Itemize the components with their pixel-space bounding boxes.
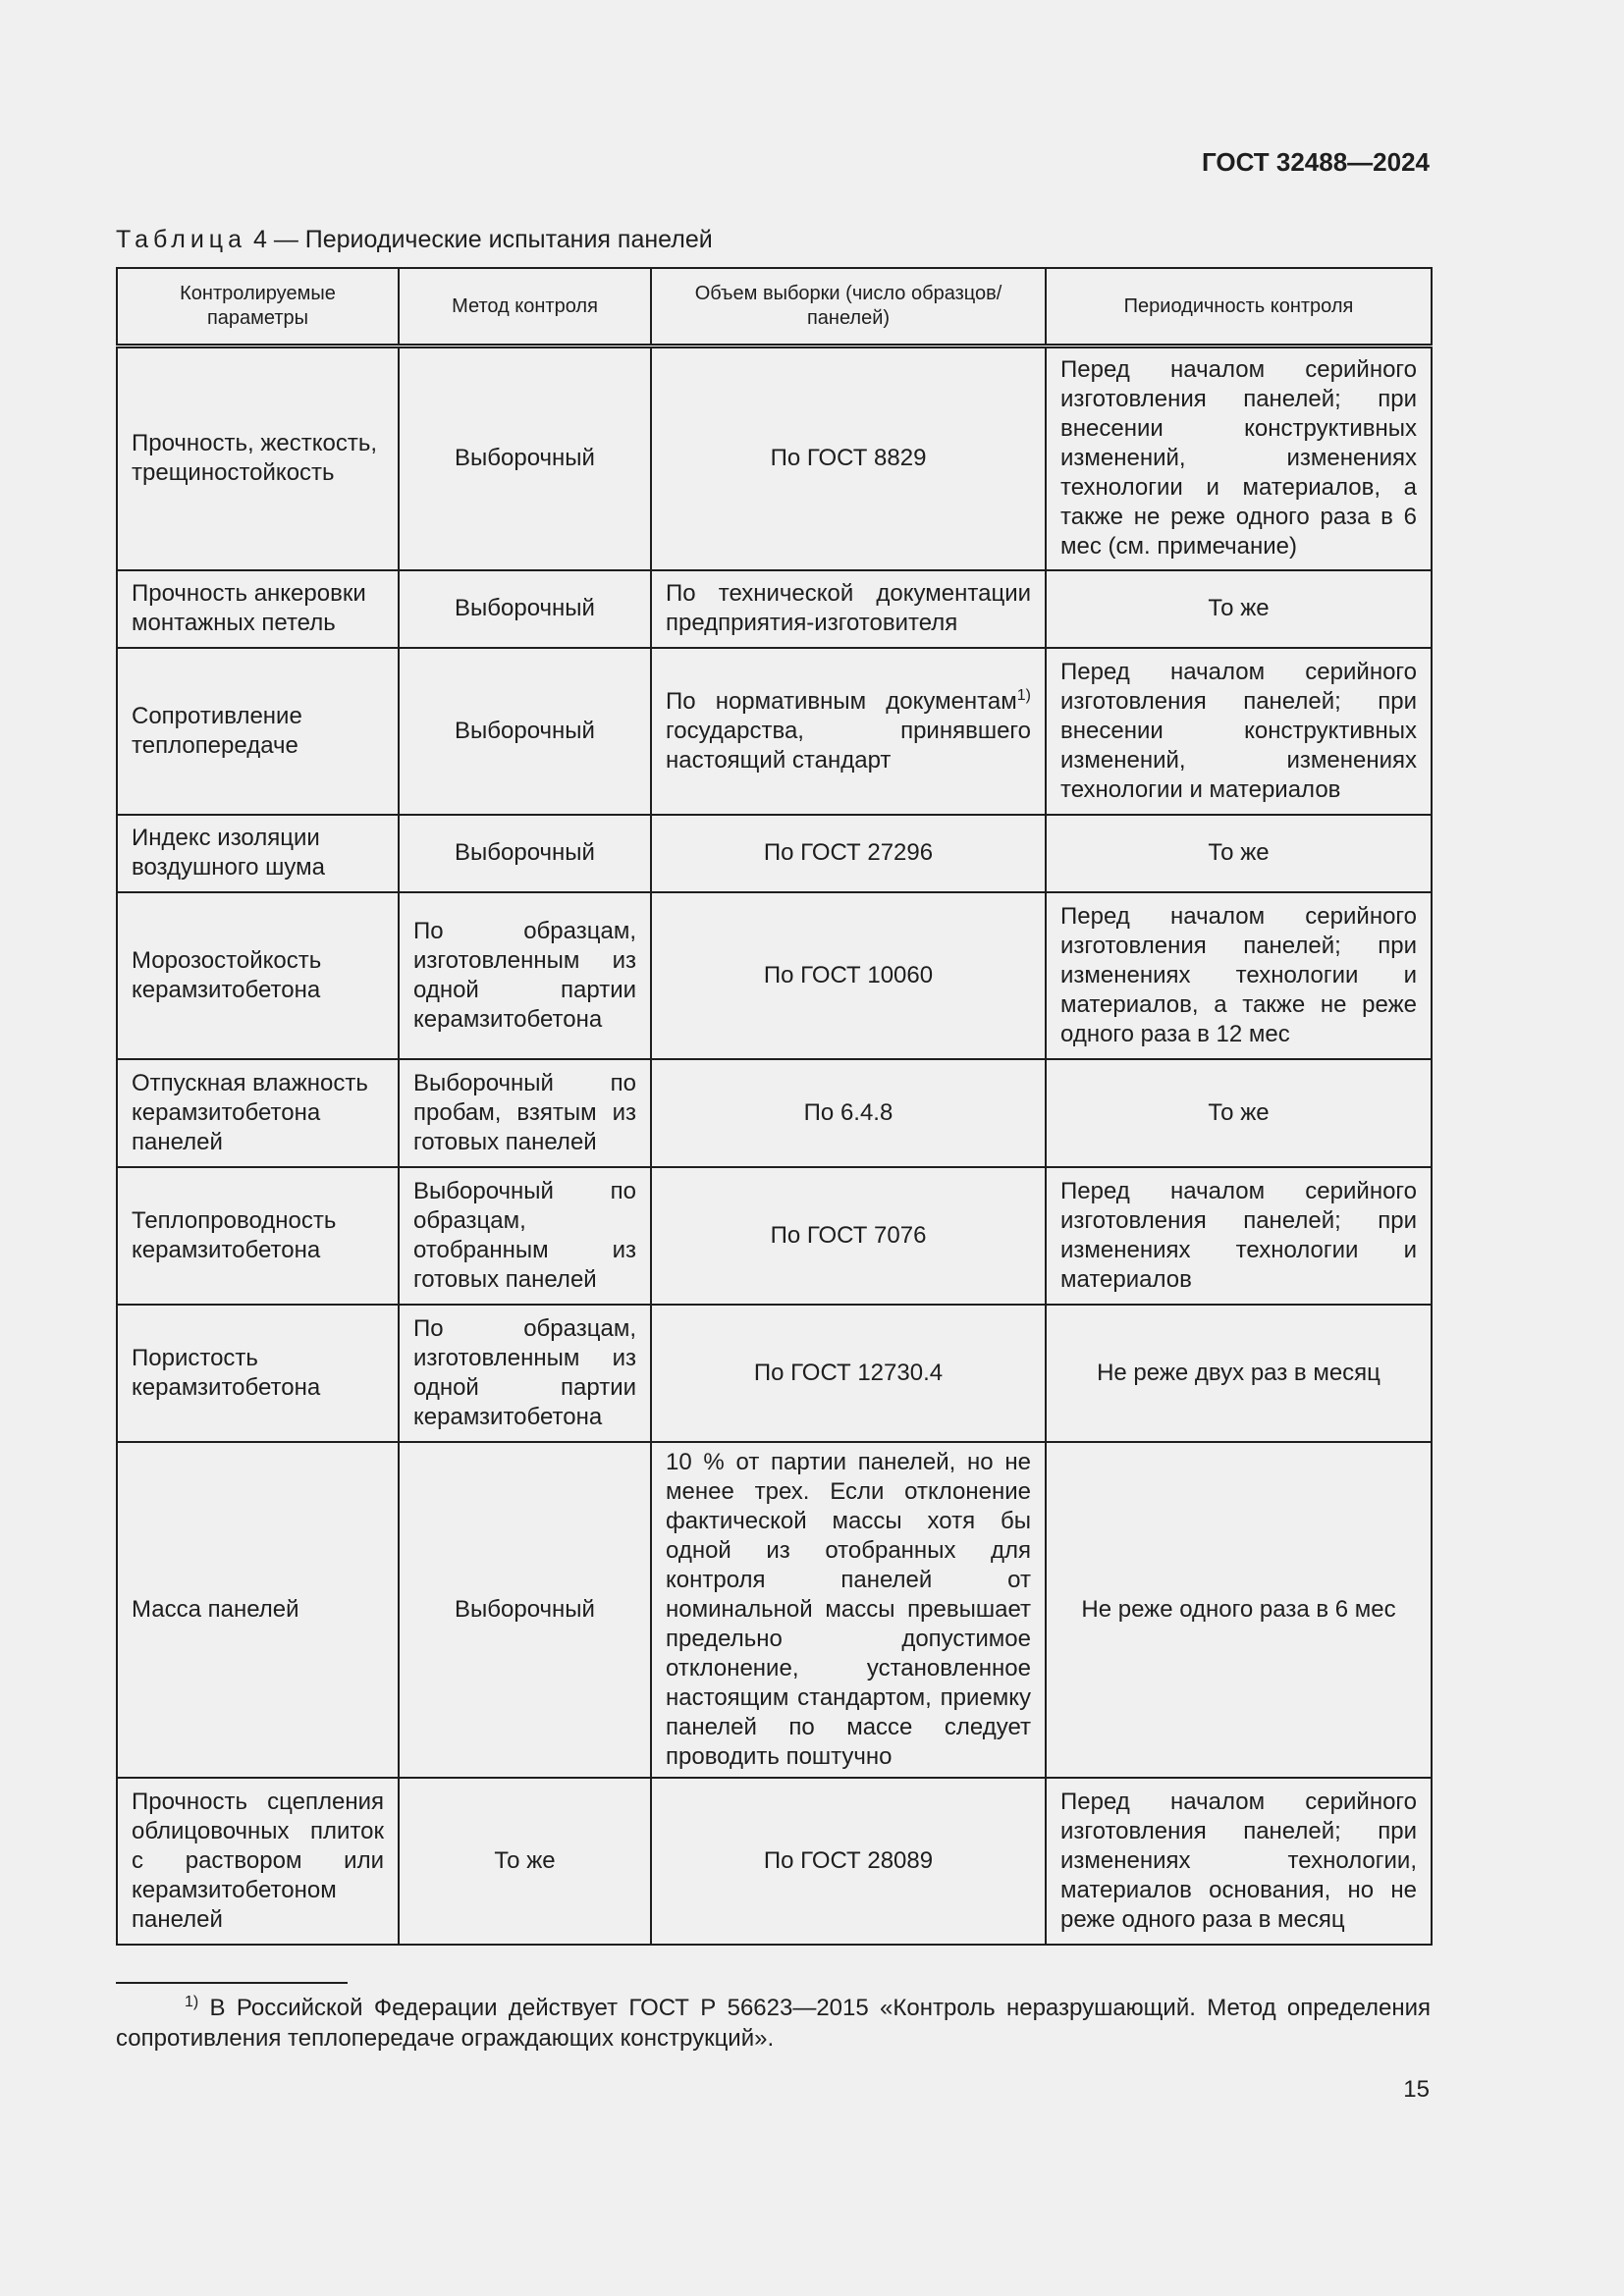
table-header-row	[117, 268, 1432, 347]
period-cell: То же	[1046, 815, 1432, 892]
period-cell: Перед началом серийного изготовления панелей; при внесении конструктивных изменений, изменениях технологии и материалов	[1046, 648, 1432, 815]
sample-cell: По ГОСТ 8829	[651, 347, 1046, 570]
sample-cell: 10 % от партии панелей, но не менее трех. Если отклонение фактической массы хотя бы одной из отобранных для контроля панелей от номинальной массы превышает предельно допустимое отклонение, установленное настоящим стандартом, приемку панелей по массе следует проводить поштучно	[651, 1442, 1046, 1778]
table-row	[117, 1167, 1432, 1305]
sample-cell: По ГОСТ 28089	[651, 1778, 1046, 1945]
param-cell: Пористость керамзитобетона	[117, 1305, 399, 1442]
sample-cell: По ГОСТ 7076	[651, 1167, 1046, 1305]
table-row	[117, 892, 1432, 1059]
table-row	[117, 347, 1432, 570]
footnote-text: В Российской Федерации действует ГОСТ Р 56623—2015 «Контроль неразрушающий. Метод определения сопротивления теплопередаче ограждающих конструкций».	[116, 1995, 1431, 2052]
footnote-marker: 1)	[185, 1994, 199, 2010]
sample-text-cont: государства, принявшего настоящий стандарт	[666, 717, 1031, 774]
param-cell: Прочность анкеровки монтажных петель	[117, 570, 399, 648]
sample-cell: По ГОСТ 27296	[651, 815, 1046, 892]
method-cell: Выборочный	[399, 815, 651, 892]
periodic-tests-table	[116, 267, 1433, 1946]
footnote-ref: 1)	[1016, 686, 1031, 704]
period-cell: Не реже двух раз в месяц	[1046, 1305, 1432, 1442]
method-cell: То же	[399, 1778, 651, 1945]
sample-cell: По ГОСТ 12730.4	[651, 1305, 1046, 1442]
param-cell: Сопротивление теплопередаче	[117, 648, 399, 815]
param-cell: Теплопроводность керамзитобетона	[117, 1167, 399, 1305]
period-cell: То же	[1046, 1059, 1432, 1167]
period-cell: То же	[1046, 570, 1432, 648]
param-cell: Индекс изоляции воздушного шума	[117, 815, 399, 892]
table-title-text: 4 — Периодические испытания панелей	[252, 226, 713, 253]
method-cell: По образцам, изготовленным из одной партии керамзитобетона	[399, 1305, 651, 1442]
sample-cell: По ГОСТ 10060	[651, 892, 1046, 1059]
column-header-method: Метод контроля	[399, 268, 651, 347]
table-row	[117, 1305, 1432, 1442]
sample-text: По нормативным документам	[666, 687, 1017, 715]
method-cell: Выборочный по пробам, взятым из готовых панелей	[399, 1059, 651, 1167]
param-cell: Масса панелей	[117, 1442, 399, 1778]
method-cell: Выборочный	[399, 570, 651, 648]
column-header-parameters: Контролируемые параметры	[117, 268, 399, 347]
method-cell: Выборочный	[399, 648, 651, 815]
footnote-divider	[116, 1982, 348, 1984]
method-cell: Выборочный по образцам, отобранным из готовых панелей	[399, 1167, 651, 1305]
period-cell: Перед началом серийного изготовления панелей; при изменениях технологии, материалов основания, но не реже одного раза в месяц	[1046, 1778, 1432, 1945]
table-row	[117, 1442, 1432, 1778]
table-title	[116, 226, 713, 254]
document-code: ГОСТ 32488—2024	[1202, 147, 1430, 177]
column-header-sample-size: Объем выборки (число образцов/панелей)	[651, 268, 1046, 347]
param-cell: Морозостойкость керамзитобетона	[117, 892, 399, 1059]
sample-cell	[651, 648, 1046, 815]
table-title-word: Таблица	[116, 226, 247, 253]
period-cell: Перед началом серийного изготовления панелей; при изменениях технологии и материалов	[1046, 1167, 1432, 1305]
method-cell: Выборочный	[399, 1442, 651, 1778]
footnote	[116, 1993, 1431, 2054]
table-row	[117, 648, 1432, 815]
period-cell: Перед началом серийного изготовления панелей; при внесении конструктивных изменений, изменениях технологии и материалов, а также не реже одного раза в 6 мес (см. примечание)	[1046, 347, 1432, 570]
method-cell: Выборочный	[399, 347, 651, 570]
period-cell: Не реже одного раза в 6 мес	[1046, 1442, 1432, 1778]
column-header-periodicity: Периодичность контроля	[1046, 268, 1432, 347]
page-number: 15	[1403, 2076, 1430, 2103]
table-row	[117, 570, 1432, 648]
table-row	[117, 1778, 1432, 1945]
sample-cell: По 6.4.8	[651, 1059, 1046, 1167]
param-cell: Прочность сцепления облицовочных плиток с раствором или керамзитобетоном панелей	[117, 1778, 399, 1945]
table-row	[117, 1059, 1432, 1167]
method-cell: По образцам, изготовленным из одной партии керамзитобетона	[399, 892, 651, 1059]
sample-cell: По технической документации предприятия-изготовителя	[651, 570, 1046, 648]
param-cell: Отпускная влажность керамзитобетона панелей	[117, 1059, 399, 1167]
table-row	[117, 815, 1432, 892]
period-cell: Перед началом серийного изготовления панелей; при изменениях технологии и материалов, а также не реже одного раза в 12 мес	[1046, 892, 1432, 1059]
param-cell: Прочность, жесткость, трещиностойкость	[117, 347, 399, 570]
